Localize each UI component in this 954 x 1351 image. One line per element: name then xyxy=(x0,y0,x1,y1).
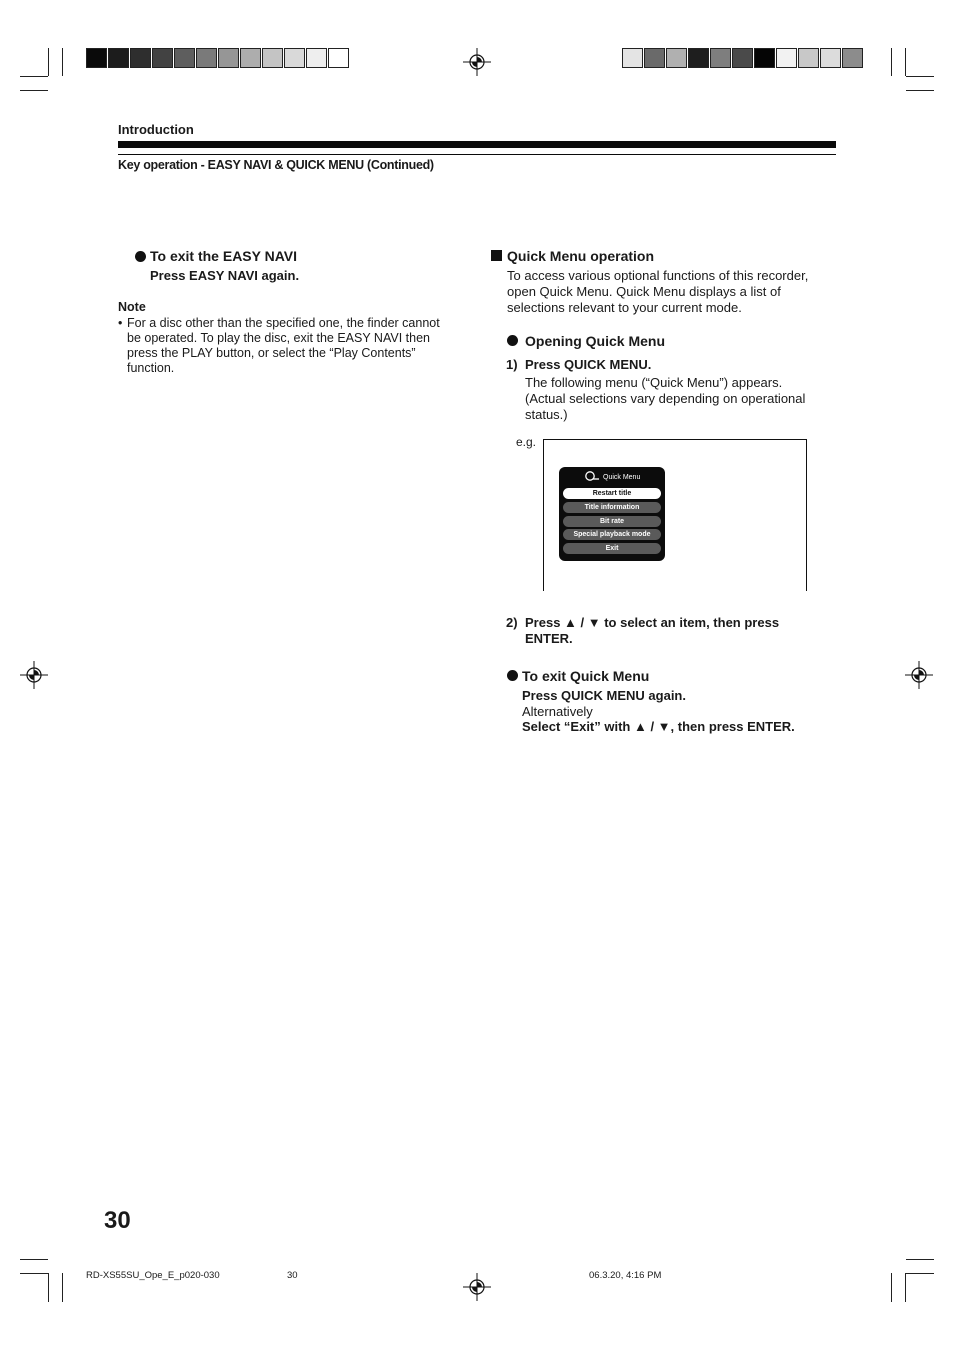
step2-line: ENTER. xyxy=(525,631,573,646)
note-line: press the PLAY button, or select the “Play Contents” xyxy=(127,346,416,360)
menu-item-bit-rate[interactable]: Bit rate xyxy=(563,516,661,527)
color-swatch xyxy=(842,48,863,68)
crop-mark xyxy=(906,76,934,77)
color-swatch xyxy=(666,48,687,68)
crop-mark xyxy=(48,48,49,76)
step2-text xyxy=(525,615,825,647)
crop-mark xyxy=(905,1273,906,1302)
crop-mark xyxy=(905,48,906,76)
header-rule-thin xyxy=(118,154,836,155)
exit-quick-menu-heading: To exit Quick Menu xyxy=(522,668,650,684)
crop-mark xyxy=(906,90,934,91)
color-swatch xyxy=(306,48,327,68)
color-swatch xyxy=(328,48,349,68)
step2-number: 2) xyxy=(506,615,518,630)
page-number: 30 xyxy=(104,1207,131,1234)
step1-body xyxy=(525,375,835,423)
crop-mark xyxy=(62,1273,63,1302)
crop-mark xyxy=(906,1259,934,1260)
color-swatch xyxy=(710,48,731,68)
exit-quick-menu-alt: Alternatively xyxy=(522,704,593,719)
note-line: be operated. To play the disc, exit the EASY NAVI then xyxy=(127,331,430,345)
color-swatch xyxy=(688,48,709,68)
page-subtitle: Key operation - EASY NAVI & QUICK MENU (Continued) xyxy=(118,158,434,172)
quick-menu-title: Quick Menu xyxy=(603,474,641,481)
color-swatch xyxy=(152,48,173,68)
quick-menu-intro xyxy=(507,268,837,316)
quick-menu-operation-heading: Quick Menu operation xyxy=(507,248,655,264)
exit-quick-menu-action: Press QUICK MENU again. xyxy=(522,688,686,703)
color-swatch xyxy=(776,48,797,68)
exit-quick-menu-select: Select “Exit” with ▲ / ▼, then press ENTER. xyxy=(522,719,795,734)
exit-navi-action: Press EASY NAVI again. xyxy=(150,268,300,283)
menu-item-title-information[interactable]: Title information xyxy=(563,502,661,513)
footer-page: 30 xyxy=(287,1270,298,1281)
intro-line: To access various optional functions of this recorder, xyxy=(507,268,809,283)
crop-mark xyxy=(48,1273,49,1302)
color-swatch xyxy=(754,48,775,68)
step1-line: (Actual selections vary depending on operational xyxy=(525,391,806,406)
registration-mark-icon xyxy=(20,661,48,689)
crop-mark xyxy=(20,1273,48,1274)
registration-mark-icon xyxy=(463,1273,491,1301)
step1-line: The following menu (“Quick Menu”) appears. xyxy=(525,375,783,390)
step2-line: Press ▲ / ▼ to select an item, then press xyxy=(525,615,780,630)
note-line: function. xyxy=(127,361,175,375)
crop-mark xyxy=(891,1273,892,1302)
color-swatch xyxy=(622,48,643,68)
opening-quick-menu-heading: Opening Quick Menu xyxy=(525,333,666,349)
menu-item-exit[interactable]: Exit xyxy=(563,543,661,554)
color-swatch xyxy=(196,48,217,68)
header-rule-thick xyxy=(118,141,836,148)
color-swatch xyxy=(86,48,107,68)
intro-line: open Quick Menu. Quick Menu displays a list of xyxy=(507,284,781,299)
menu-item-special-playback-mode[interactable]: Special playback mode xyxy=(563,529,661,540)
note-text xyxy=(127,316,467,376)
color-swatch xyxy=(644,48,665,68)
exit-navi-heading: To exit the EASY NAVI xyxy=(150,248,298,264)
bullet-icon xyxy=(507,670,518,681)
note-line: For a disc other than the specified one, the finder cannot xyxy=(127,316,440,330)
registration-mark-icon xyxy=(905,661,933,689)
intro-line: selections relevant to your current mode. xyxy=(507,300,742,315)
screen-illustration xyxy=(543,439,807,591)
eg-label: e.g. xyxy=(516,435,537,449)
color-swatch xyxy=(820,48,841,68)
crop-mark xyxy=(20,90,48,91)
footer-date: 06.3.20, 4:16 PM xyxy=(589,1270,662,1281)
menu-item-restart-title[interactable]: Restart title xyxy=(563,488,661,499)
section-title: Introduction xyxy=(118,122,194,137)
registration-mark-icon xyxy=(463,48,491,76)
crop-mark xyxy=(20,76,48,77)
color-swatch xyxy=(798,48,819,68)
color-swatch xyxy=(218,48,239,68)
crop-mark xyxy=(20,1259,48,1260)
note-heading: Note xyxy=(118,300,146,314)
color-swatch xyxy=(262,48,283,68)
color-swatch xyxy=(284,48,305,68)
bullet-icon xyxy=(507,335,518,346)
quick-menu-panel xyxy=(559,467,665,561)
section-square-icon xyxy=(491,250,502,261)
color-swatch xyxy=(732,48,753,68)
crop-mark xyxy=(62,48,63,76)
color-swatch xyxy=(108,48,129,68)
quick-menu-logo-icon xyxy=(584,470,600,482)
step1-label: Press QUICK MENU. xyxy=(525,357,652,372)
bullet-icon xyxy=(135,251,146,262)
footer-file: RD-XS55SU_Ope_E_p020-030 xyxy=(86,1270,220,1281)
color-swatch xyxy=(130,48,151,68)
note-bullet: • xyxy=(118,316,123,330)
step1-number: 1) xyxy=(506,357,518,372)
color-swatch xyxy=(240,48,261,68)
step1-line: status.) xyxy=(525,407,568,422)
crop-mark xyxy=(906,1273,934,1274)
crop-mark xyxy=(891,48,892,76)
color-swatch xyxy=(174,48,195,68)
